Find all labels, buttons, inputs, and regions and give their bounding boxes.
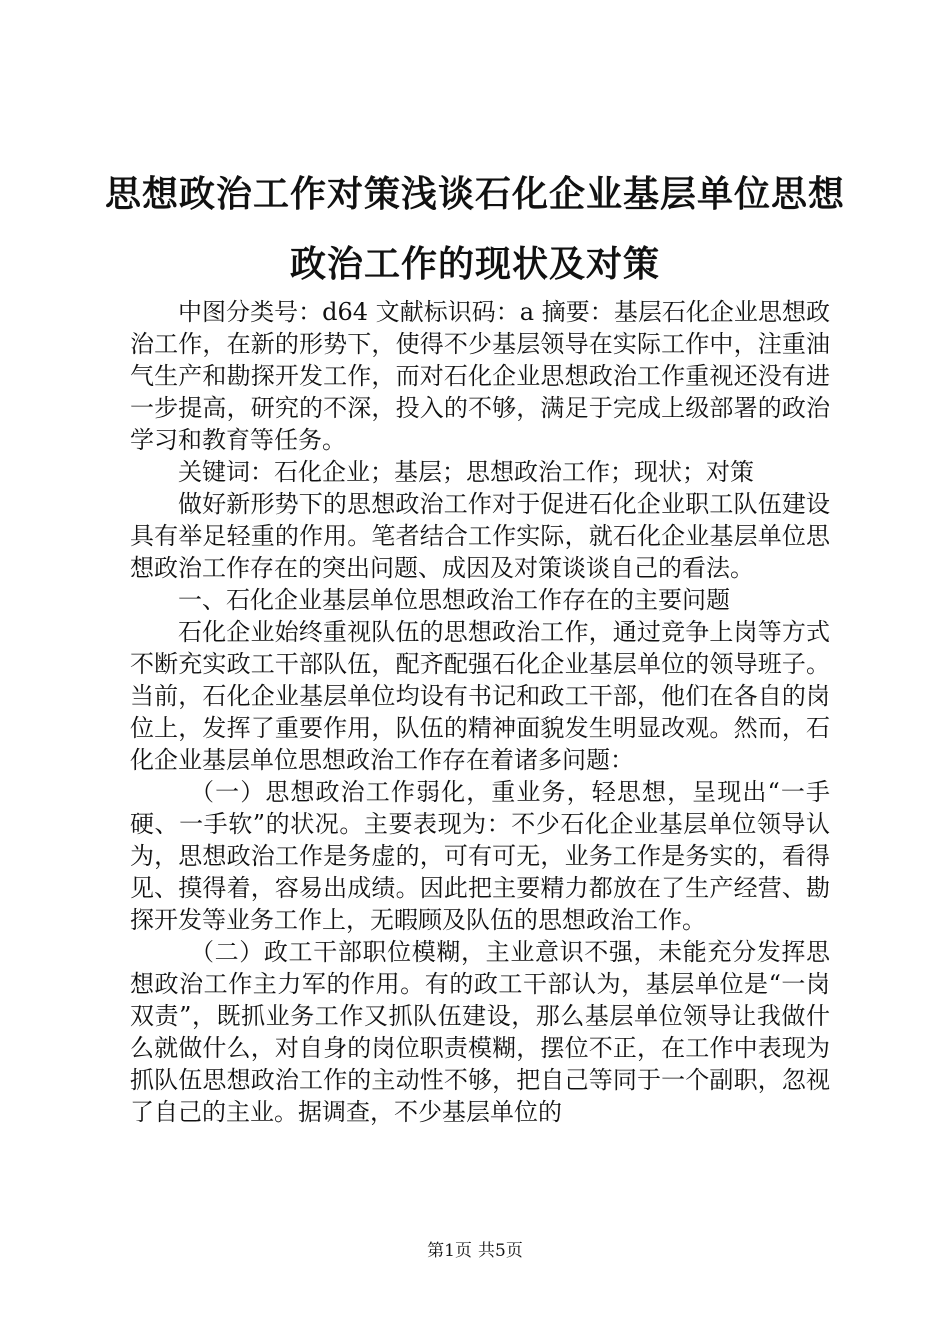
document-body — [130, 296, 830, 1128]
title-line-2: 政治工作的现状及对策 — [289, 244, 660, 285]
section-paragraph: 石化企业始终重视队伍的思想政治工作，通过竞争上岗等方式不断充实政工干部队伍，配齐配强石化企业基层单位的领导班子。当前，石化企业基层单位均设有书记和政工干部，他们在各自的岗位上，发挥了重要作用，队伍的精神面貌发生明显改观。然而，石化企业基层单位思想政治工作存在着诸多问题： — [130, 618, 830, 774]
abstract-paragraph: 中图分类号：d64 文献标识码：a 摘要：基层石化企业思想政治工作，在新的形势下，使得不少基层领导在实际工作中，注重油气生产和勘探开发工作，而对石化企业思想政治工作重视还没有进一步提高，研究的不深，投入的不够，满足于完成上级部署的政治学习和教育等任务。 — [130, 298, 830, 454]
subsection-paragraph-1: （一）思想政治工作弱化，重业务，轻思想，呈现出“一手硬、一手软”的状况。主要表现为：不少石化企业基层单位领导认为，思想政治工作是务虚的，可有可无，业务工作是务实的，看得见、摸得着，容易出成绩。因此把主要精力都放在了生产经营、勘探开发等业务工作上，无暇顾及队伍的思想政治工作。 — [130, 778, 830, 934]
title-line-1: 思想政治工作对策浅谈石化企业基层单位思想 — [104, 174, 845, 215]
page-total: 共5页 — [478, 1241, 523, 1261]
intro-paragraph: 做好新形势下的思想政治工作对于促进石化企业职工队伍建设具有举足轻重的作用。笔者结合工作实际，就石化企业基层单位思想政治工作存在的突出问题、成因及对策谈谈自己的看法。 — [130, 490, 830, 582]
section-heading: 一、石化企业基层单位思想政治工作存在的主要问题 — [178, 586, 730, 614]
keywords-paragraph: 关键词：石化企业；基层；思想政治工作；现状；对策 — [178, 458, 754, 486]
document-title — [100, 160, 850, 300]
page-footer — [0, 1240, 950, 1262]
page-number: 第1页 — [427, 1241, 472, 1261]
subsection-paragraph-2: （二）政工干部职位模糊，主业意识不强，未能充分发挥思想政治工作主力军的作用。有的政工干部认为，基层单位是“一岗双责”，既抓业务工作又抓队伍建设，那么基层单位领导让我做什么就做什么，对自身的岗位职责模糊，摆位不正，在工作中表现为抓队伍思想政治工作的主动性不够，把自己等同于一个副职，忽视了自己的主业。据调查，不少基层单位的 — [130, 938, 830, 1126]
